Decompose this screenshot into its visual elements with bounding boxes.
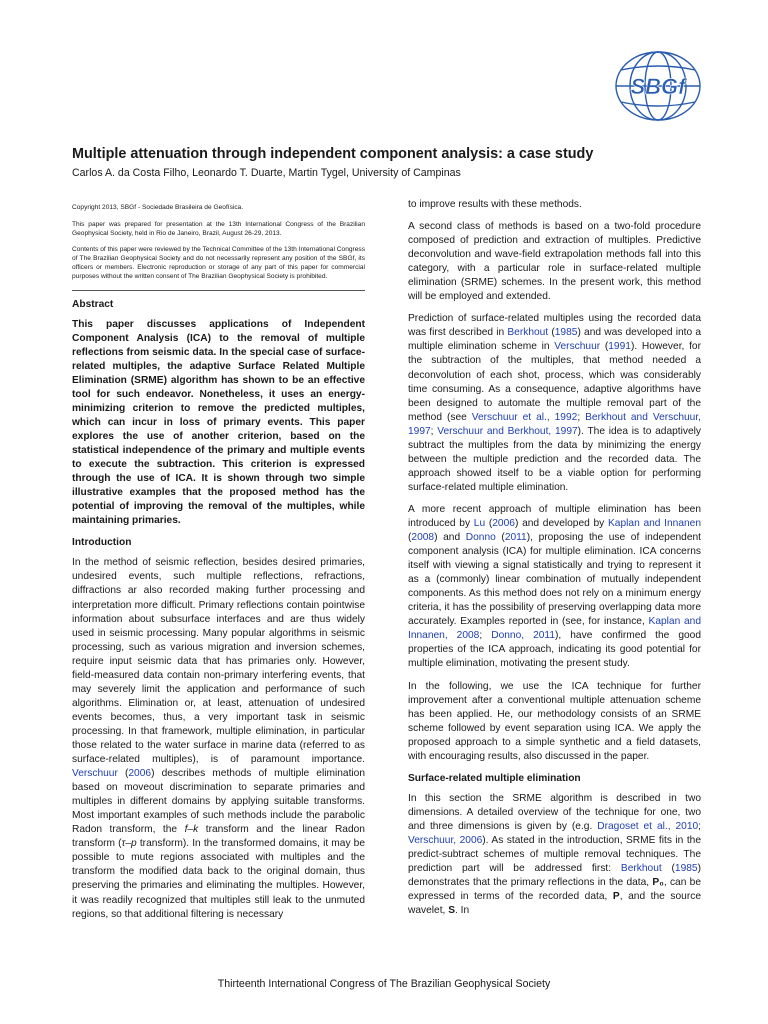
citation-year-link[interactable]: 2006	[128, 768, 152, 780]
citation-link[interactable]: Dragoset et al., 2010	[597, 820, 699, 832]
copyright-line-1: Copyright 2013, SBGf - Sociedade Brasileira de Geofísica.	[72, 204, 244, 211]
left-column	[72, 204, 365, 930]
paragraph: In this section the SRME algorithm is described in two dimensions. A detailed overview of the technique for one, two and three dimensions is given by (e.g. Dragoset et al., 2010; Verschuur, 2006). As stated in the introduction, SRME fits in the predict-subtract schemes of multiple removal techniques. The prediction part will be addressed first: Berkhout (1985) demonstrates that the primary reflections in the data, P₀, can be expressed in terms of the recorded data, P, and the source wavelet, S. In	[408, 792, 701, 917]
citation-link[interactable]: Verschuur	[72, 768, 118, 780]
right-column	[408, 198, 701, 926]
divider	[72, 290, 365, 291]
page-footer: Thirteenth International Congress of The Brazilian Geophysical Society	[217, 978, 551, 990]
sbgf-logo	[614, 50, 702, 122]
abstract-text: This paper discusses applications of Independent Component Analysis (ICA) to the removal of multiple reflections from seismic data. In the special case of surface-related multiples, the adaptive Surface Related Multiple Elimination (SRME) algorithm has shown to be an effective tool for such endeavor. Nonetheless, it uses an energy-minimizing criterion to remove the predicted multiples, which can incur in loss of primary events. This paper explores the use of another criterion, based on the statistical independence of the primary and multiple events to execute the subtraction. This criterion is expressed through the use of ICA. It is shown through two simple illustrative examples that the proposed method has the potential of improving the removal of the multiples, while maintaining primaries.	[72, 318, 365, 527]
citation-link[interactable]: Lu	[473, 517, 486, 529]
paragraph: A second class of methods is based on a two-fold procedure composed of prediction and extraction of multiples. Predictive deconvolution and wave-field extrapolation methods fall into this category, with a particular role in surface-related multiple elimination (SRME) schemes. In the present work, this method will be employed and extended.	[408, 221, 701, 303]
srme-heading: Surface-related multiple elimination	[408, 772, 581, 784]
citation-year-link[interactable]: 2008	[411, 532, 435, 544]
citation-year-link[interactable]: 2006	[492, 517, 515, 529]
citation-link[interactable]: Berkhout and Verschuur, 1997	[408, 411, 701, 437]
citation-link[interactable]: Donno, 2011	[491, 630, 556, 642]
copyright-line-3: Contents of this paper were reviewed by the Technical Committee of the 13th International Congress of The Brazilian Geophysical Society and do not necessarily represent any position of the SBGf, its officers or members. Electronic reproduction or storage of any part of this paper for commercial purposes without the written consent of The Brazilian Geophysical Society is prohibited.	[72, 246, 365, 280]
introduction-heading: Introduction	[72, 537, 132, 549]
citation-year-link[interactable]: 1985	[674, 863, 698, 875]
citation-link[interactable]: Verschuur and Berkhout, 1997	[437, 425, 578, 437]
introduction-paragraph: In the method of seismic reflection, besides desired primaries, undesired events, such multiple reflections, refractions, diffractions ar also recorded making further processing and interpretation more difficult. Primary reflections contain pointwise information about subsurface interfaces and are thus widely used in seismic processing. Many popular algorithms in seismic processing, such as various migration and inversion schemes, require input seismic data that has primaries only. However, field-measured data contain non-primary interfering events, that may severely limit the application and performance of such algorithms. Elimination or, at least, attenuation of undesired events becomes, thus, a very important task in seismic processing. In that framework, multiple elimination, in particular those related to the water surface in marine data (referred to as surface-related multiples), is of paramount importance. Verschuur (2006) describes methods of multiple elimination based on moveout discrimination to separate primaries and multiples in different domains by applying suitable transforms. Most important examples of such methods include the parabolic Radon transform, the f–k transform and the linear Radon transform (τ–p transform). In the transformed domains, it may be possible to mute regions associated with multiples and the transform the modified data back to the original domain, thus preserving the primaries and eliminating the multiples. However, it was readily recognized that multiples still leak to the unmuted regions, so that additional filtering is necessary	[72, 557, 365, 920]
paragraph: Prediction of surface-related multiples using the recorded data was first described in Berkhout (1985) and was developed into a multiple elimination scheme in Verschuur (1991). However, for the subtraction of the multiples, that method needed a deconvolution of each shot, process, which was considerably time consuming. As a consequence, adaptive algorithms have been designed to automate the multiple removal part of the method (see Verschuur et al., 1992; Berkhout and Verschuur, 1997; Verschuur and Berkhout, 1997). The idea is to adaptively subtract the multiples from the data by minimizing the energy between the multiple prediction and the recorded data. The approach showed itself to be a viable option for performing surface-related multiple elimination.	[408, 313, 702, 493]
citation-link[interactable]: Kaplan and Innanen, 2008	[408, 616, 701, 642]
paper-title: Multiple attenuation through independent component analysis: a case study	[72, 146, 594, 162]
logo-text: SBGf	[630, 74, 686, 99]
paragraph: In the following, we use the ICA technique for further improvement after a conventional multiple attenuation scheme has been applied. He, our methodology consists of an SRME scheme followed by event separation using ICA. We apply the proposed approach to a simple synthetic and a field datasets, with encouraging results, also discussed in the paper.	[408, 680, 701, 762]
citation-link[interactable]: Berkhout	[507, 327, 549, 339]
citation-link[interactable]: Kaplan and Innanen	[608, 517, 701, 529]
copyright-line-2: This paper was prepared for presentation at the 13th International Congress of the Brazilian Geophysical Society, held in Rio de Janeiro, Brazil, August 26-29, 2013.	[72, 220, 365, 237]
citation-link[interactable]: Verschuur, 2006	[408, 834, 483, 846]
citation-link[interactable]: Verschuur et al., 1992	[471, 411, 578, 423]
citation-link[interactable]: Verschuur	[554, 341, 601, 353]
citation-year-link[interactable]: 2011	[504, 532, 527, 544]
citation-year-link[interactable]: 1985	[554, 327, 578, 339]
citation-link[interactable]: Donno	[465, 532, 496, 544]
abstract-heading: Abstract	[72, 298, 114, 310]
citation-year-link[interactable]: 1991	[608, 341, 631, 353]
paragraph: A more recent approach of multiple elimination has been introduced by Lu (2006) and developed by Kaplan and Innanen (2008) and Donno (2011), proposing the use of independent component analysis (ICA) for multiple elimination. ICA concerns itself with viewing a signal statistically and trying to represent it as a (commonly) linear combination of mutually independent components. As this method does not rely on a minimum energy criteria, it has the possibility of preserving overlapping data more accurately. Examples reported in (see, for instance, Kaplan and Innanen, 2008; Donno, 2011), have confirmed the good properties of the ICA approach, indicating its good potential for multiple elimination, motivating the present study.	[408, 503, 701, 670]
citation-link[interactable]: Berkhout	[620, 863, 662, 875]
author-line: Carlos A. da Costa Filho, Leonardo T. Duarte, Martin Tygel, University of Campinas	[72, 167, 461, 179]
paragraph: to improve results with these methods.	[408, 199, 582, 210]
